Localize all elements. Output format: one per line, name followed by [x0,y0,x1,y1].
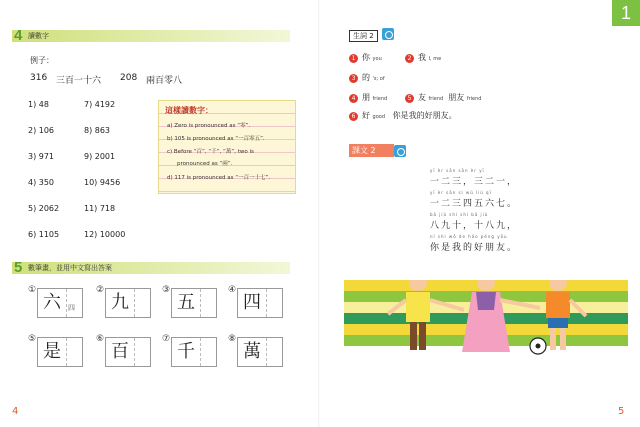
stroke-box-3[interactable] [171,288,217,318]
page-number-left: 4 [12,406,19,417]
item-7-number: ⑦ [162,334,171,344]
vocab-word-3: 的 [362,73,370,82]
page-number-right: 5 [618,406,625,417]
poem-line-2: 一二三四五六七。 [430,199,519,209]
poem-pinyin-4: nǐ shì wǒ de hǎo péng yǒu [430,234,508,239]
stroke-box-5[interactable] [37,337,83,367]
example-chinese-2: 兩百零八 [146,76,183,86]
poem-line-4: 你是我的好朋友。 [430,243,519,253]
stroke-char-5: 是 [38,338,67,366]
stroke-box-6[interactable] [105,337,151,367]
item-2-number: ② [96,285,105,295]
question-8: 8) 863 [84,126,111,135]
stroke-char-3: 五 [172,289,201,317]
item-8-number: ⑧ [228,334,237,344]
section-4-title: 讀數字 [28,32,49,40]
example-number-1: 316 [30,73,48,83]
section-4-number: 4 [14,27,23,44]
item-1-number: ① [28,285,37,295]
section-5-title: 數筆畫，並用中文寫出答案 [28,264,112,272]
vocab-gloss-6: good [372,114,386,120]
example-number-2: 208 [120,73,138,83]
stroke-char-4: 四 [238,289,267,317]
vocab-item-6 [349,110,457,121]
stroke-box-8[interactable] [237,337,283,367]
tip-line-a: a) Zero is pronounced as “零”. [167,123,251,129]
question-6: 6) 1105 [28,230,60,239]
stroke-box-4[interactable] [237,288,283,318]
headphones-icon[interactable] [382,28,394,40]
example-label: 例子： [30,56,54,65]
vocab-item-3 [349,72,385,83]
vocab-number-5: 5 [405,94,414,103]
vocab-number-4: 4 [349,94,358,103]
stroke-char-6: 百 [106,338,135,366]
question-7: 7) 4192 [84,100,116,109]
vocab-word-2: 我 [418,53,426,62]
vocab-gloss-5b: friend [466,96,482,102]
tip-line-b: b) 105 is pronounced as “一百零五”. [167,136,265,142]
example-chinese-1: 三百一十六 [56,76,102,86]
stroke-box-2[interactable] [105,288,151,318]
question-2: 2) 106 [28,126,55,135]
question-10: 10) 9456 [84,178,121,187]
item-4-number: ④ [228,285,237,295]
vocab-number-6: 6 [349,112,358,121]
vocab-number-3: 3 [349,74,358,83]
vocab-sentence: 你是我的好朋友。 [392,111,457,120]
chapter-tab: 1 [612,0,640,26]
vocab-gloss-4: friend [372,96,388,102]
vocab-word-1: 你 [362,53,370,62]
item-3-number: ③ [162,285,171,295]
vocab-gloss-1: you [372,56,382,62]
vocab-number-1: 1 [349,54,358,63]
stroke-char-1: 六 [38,289,67,317]
vocab-word-4: 朋 [362,93,370,102]
stroke-box-7[interactable] [171,337,217,367]
stroke-char-2: 九 [106,289,135,317]
tip-line-d: d) 117 is pronounced as “一百一十七”. [167,175,271,181]
vocab-item-4 [349,92,387,103]
question-3: 3) 971 [28,152,55,161]
vocab-gloss-3: 's; of [372,76,385,82]
vocab-word-6: 好 [362,111,370,120]
headphones-icon-2[interactable] [394,145,406,157]
stroke-char-7: 千 [172,338,201,366]
question-11: 11) 718 [84,204,116,213]
question-1: 1) 48 [28,100,49,109]
poem-pinyin-1: yī èr sān sān èr yī [430,168,485,173]
stroke-answer-1: 四 [68,304,75,312]
vocab-item-2 [405,52,441,63]
vocab-number-2: 2 [405,54,414,63]
poem-pinyin-2: yī èr sān sì wǔ liù qī [430,190,492,195]
poem-pinyin-3: bā jiǔ shí shí bā jiǔ [430,212,489,217]
children-illustration [344,280,628,360]
vocab-item-1 [349,52,382,63]
question-9: 9) 2001 [84,152,116,161]
stroke-char-8: 萬 [238,338,267,366]
tip-line-c: c) Before “百”, “千”, “萬”, two is [167,149,254,155]
vocab-word-5: 友 [418,93,426,102]
poem-line-3: 八九十，十八九， [430,221,519,231]
vocab-label: 生詞 2 [349,30,378,42]
item-6-number: ⑥ [96,334,105,344]
poem-line-1: 一二三，三二一， [430,177,519,187]
vocab-gloss-2: I, me [428,56,442,62]
text-label: 課文 2 [349,144,394,157]
vocab-gloss-5: friend [428,96,444,102]
section-4-bar [12,27,290,44]
item-5-number: ⑤ [28,334,37,344]
vocab-item-5 [405,92,481,103]
question-12: 12) 10000 [84,230,126,239]
tip-note [158,100,296,194]
stroke-box-1[interactable] [37,288,83,318]
vocab-word-5b: 朋友 [448,93,465,102]
tip-line-c2: pronounced as “兩”. [177,161,233,167]
question-5: 5) 2062 [28,204,60,213]
question-4: 4) 350 [28,178,55,187]
section-5-number: 5 [14,259,23,276]
tip-title: 這樣讀數字： [165,106,213,115]
